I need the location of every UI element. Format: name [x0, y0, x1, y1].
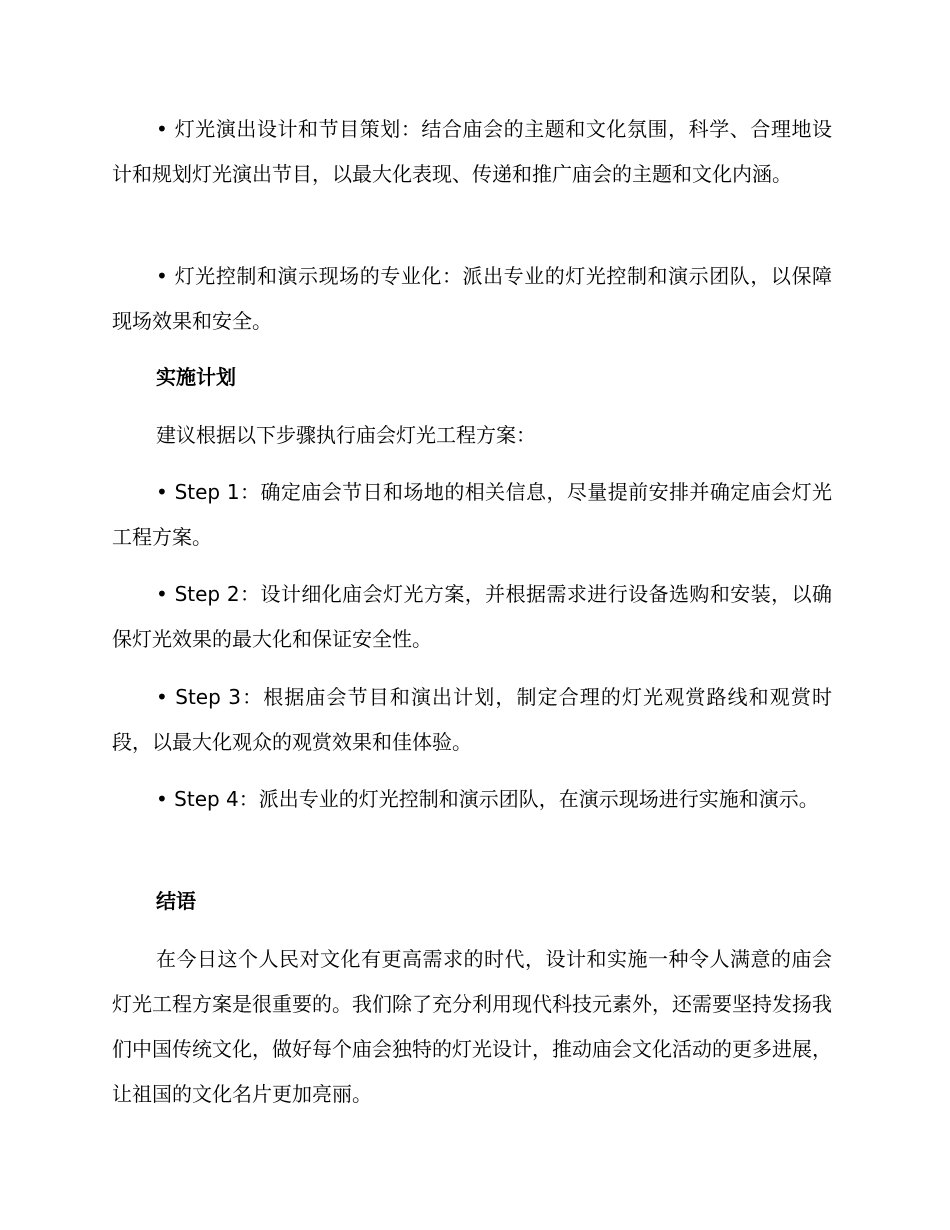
paragraph-text: • Step 3：根据庙会节目和演出计划，制定合理的灯光观赏路线和观赏时段，以最大化观众的观赏效果和佳体验。 — [112, 685, 832, 754]
step-paragraph-4 — [112, 777, 832, 822]
bullet-paragraph-lighting-design — [112, 107, 832, 197]
conclusion-paragraph — [112, 937, 832, 1117]
paragraph-text: • Step 1：确定庙会节日和场地的相关信息，尽量提前安排并确定庙会灯光工程方案。 — [112, 480, 832, 549]
paragraph-text: • 灯光控制和演示现场的专业化：派出专业的灯光控制和演示团队，以保障现场效果和安全。 — [112, 264, 832, 333]
paragraph-text: 建议根据以下步骤执行庙会灯光工程方案： — [156, 423, 536, 447]
paragraph-text: • 灯光演出设计和节目策划：结合庙会的主题和文化氛围，科学、合理地设计和规划灯光演出节目，以最大化表现、传递和推广庙会的主题和文化内涵。 — [112, 117, 832, 186]
paragraph-text: 在今日这个人民对文化有更高需求的时代，设计和实施一种令人满意的庙会灯光工程方案是很重要的。我们除了充分利用现代科技元素外，还需要坚持发扬我们中国传统文化，做好每个庙会独特的灯光设计，推动庙会文化活动的更多进展，让祖国的文化名片更加亮丽。 — [112, 947, 832, 1106]
section-heading-plan: 实施计划 — [156, 365, 236, 389]
step-paragraph-3 — [112, 675, 832, 765]
step-paragraph-2 — [112, 572, 832, 662]
section-heading-conclusion: 结语 — [156, 889, 196, 913]
bullet-paragraph-lighting-control — [112, 254, 832, 344]
paragraph-text: • Step 4：派出专业的灯光控制和演示团队，在演示现场进行实施和演示。 — [156, 787, 819, 811]
plan-intro-paragraph — [112, 413, 832, 458]
step-paragraph-1 — [112, 470, 832, 560]
paragraph-text: • Step 2：设计细化庙会灯光方案，并根据需求进行设备选购和安装，以确保灯光效果的最大化和保证安全性。 — [112, 582, 832, 651]
